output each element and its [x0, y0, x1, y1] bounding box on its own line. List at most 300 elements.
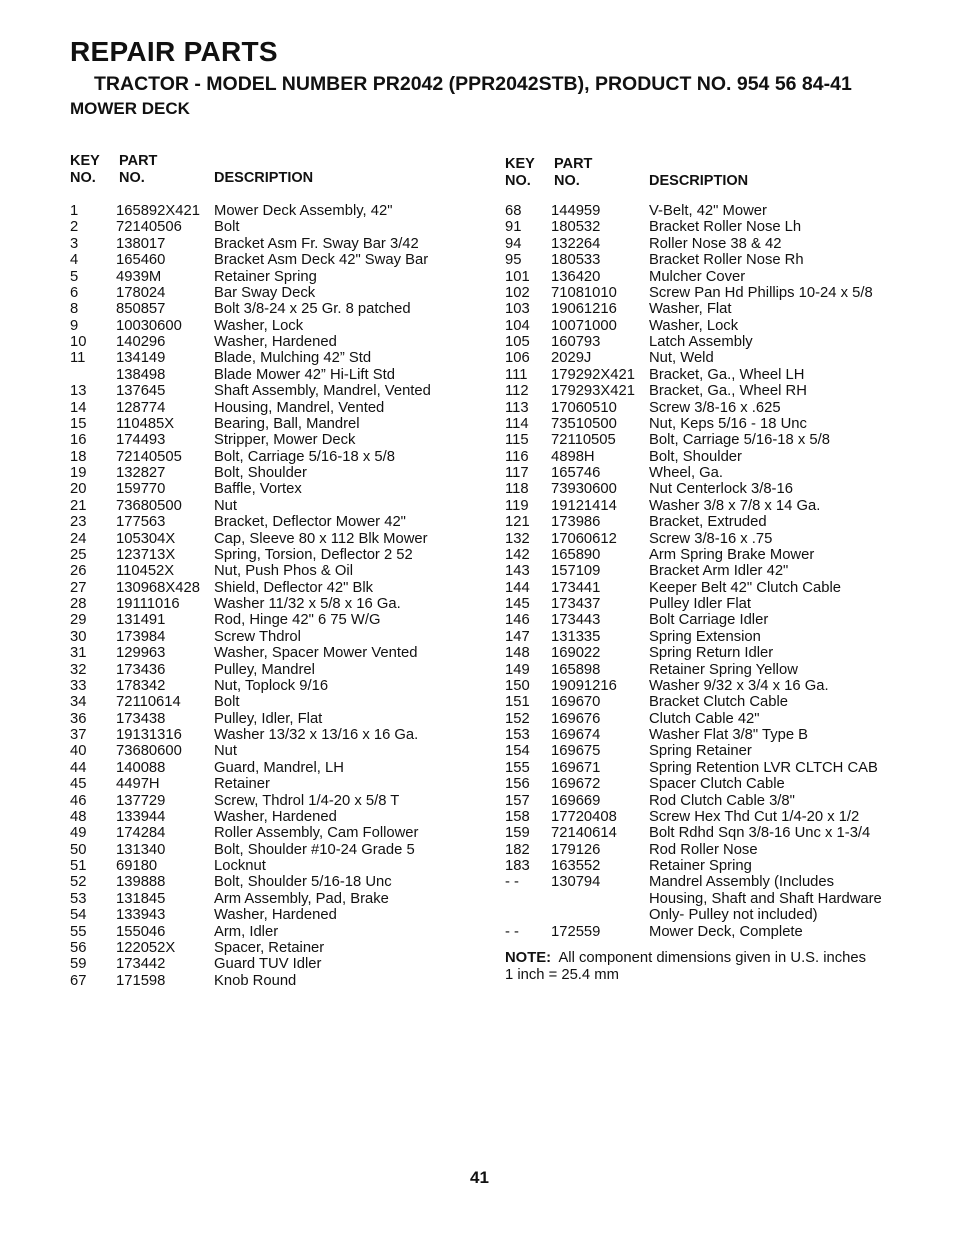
table-row: [505, 531, 925, 547]
part-no-cell: 174493: [116, 432, 166, 449]
key-no-cell: 21: [70, 497, 87, 514]
table-row: [70, 481, 480, 497]
key-no-cell: 20: [70, 481, 87, 498]
key-no-header: [505, 156, 535, 190]
table-row: [505, 793, 925, 809]
description-cell: Bolt, Carriage 5/16-18 x 5/8: [214, 448, 395, 465]
part-no-cell: 140296: [116, 334, 166, 350]
key-no-cell: 117: [505, 465, 529, 481]
description-cell: Screw 3/8-16 x .75: [649, 530, 773, 547]
part-no-cell: 178342: [116, 677, 166, 694]
table-row: [70, 956, 480, 972]
table-row: [505, 318, 925, 334]
key-no-cell: 105: [505, 334, 530, 350]
table-row: [505, 252, 925, 268]
table-row: [70, 645, 480, 661]
part-no-cell: 155046: [116, 923, 166, 940]
table-row: [70, 383, 480, 399]
table-row: [70, 809, 480, 825]
key-no-cell: 119: [505, 497, 529, 514]
part-no-cell: 4939M: [116, 268, 162, 285]
table-row: [70, 514, 480, 530]
description-cell: Spring, Torsion, Deflector 2 52: [214, 546, 413, 563]
table-row: [505, 416, 925, 432]
table-row: [505, 350, 925, 366]
table-row: [70, 825, 480, 841]
page-subtitle: TRACTOR - MODEL NUMBER PR2042 (PPR2042STB), PRODUCT NO. 954 56 84-41: [94, 73, 852, 95]
key-no-cell: 158: [505, 808, 530, 825]
table-row: [505, 612, 925, 628]
key-no-cell: 9: [70, 317, 79, 334]
description-cell: Nut, Keps 5/16 - 18 Unc: [649, 415, 807, 432]
key-no-cell: 27: [70, 579, 87, 596]
table-row: [70, 236, 480, 252]
table-row: [505, 596, 925, 612]
part-no-cell: 138498: [116, 366, 166, 383]
table-row: [70, 400, 480, 416]
part-no-cell: 110485X: [116, 415, 175, 432]
part-no-cell: 72140506: [116, 219, 182, 236]
description-cell: Retainer Spring: [214, 268, 317, 285]
description-cell: Mulcher Cover: [649, 268, 746, 285]
part-no-cell: 130794: [551, 874, 601, 891]
key-no-cell: 111: [505, 366, 528, 383]
description-cell: Bolt, Carriage 5/16-18 x 5/8: [649, 432, 830, 449]
key-no-cell: 29: [70, 612, 87, 629]
part-no-cell: 110452X: [116, 563, 175, 580]
description-cell: Retainer: [214, 776, 270, 793]
table-row: [70, 416, 480, 432]
key-no-cell: 3: [70, 235, 79, 252]
part-no-cell: 173437: [551, 596, 601, 612]
description-cell: Washer Flat 3/8" Type B: [649, 727, 809, 743]
right-parts-table: [505, 203, 925, 940]
description-cell: Nut, Toplock 9/16: [214, 677, 329, 694]
part-no-cell: 169676: [551, 710, 601, 727]
description-cell: Latch Assembly: [649, 334, 753, 350]
description-cell: Blade, Mulching 42” Std: [214, 350, 372, 367]
key-no-cell: 156: [505, 776, 530, 793]
key-header-line1: KEY: [505, 156, 535, 172]
key-no-cell: 152: [505, 710, 530, 727]
part-no-cell: 133943: [116, 907, 166, 924]
part-no-cell: 165892X421: [116, 203, 200, 219]
table-row: [70, 219, 480, 235]
part-no-cell: 173442: [116, 956, 166, 973]
description-cell: Washer 9/32 x 3/4 x 16 Ga.: [649, 677, 829, 694]
key-no-cell: 51: [70, 858, 87, 874]
part-no-cell: 131491: [116, 612, 166, 629]
description-cell: Mower Deck Assembly, 42": [214, 203, 393, 219]
description-cell: Locknut: [214, 858, 266, 874]
description-cell: Bracket Clutch Cable: [649, 694, 788, 711]
right-column-header: [505, 156, 905, 192]
key-no-cell: 106: [505, 350, 530, 367]
description-cell: Roller Assembly, Cam Follower: [214, 825, 419, 842]
key-no-cell: 16: [70, 432, 87, 449]
key-header-line2: NO.: [505, 173, 531, 189]
description-cell: Bolt, Shoulder: [214, 465, 307, 481]
page-title: REPAIR PARTS: [70, 36, 278, 67]
part-no-cell: 140088: [116, 759, 166, 776]
description-cell: Nut Centerlock 3/8-16: [649, 481, 793, 498]
part-no-cell: 165898: [551, 661, 601, 678]
part-no-cell: 17060510: [551, 399, 617, 416]
table-row: [70, 874, 480, 890]
description-cell: Washer, Flat: [649, 301, 732, 318]
table-row: [505, 645, 925, 661]
description-header: DESCRIPTION: [649, 173, 749, 189]
part-no-cell: 131845: [116, 890, 166, 907]
table-row: [505, 629, 925, 645]
description-cell: Washer, Hardened: [214, 334, 337, 350]
part-no-cell: 173986: [551, 514, 601, 531]
key-no-cell: 154: [505, 743, 530, 760]
description-cell: Bracket, Ga., Wheel RH: [649, 383, 807, 400]
description-cell: Pulley Idler Flat: [649, 596, 751, 612]
table-row: [505, 776, 925, 792]
table-row: [70, 727, 480, 743]
part-no-header: [554, 156, 592, 190]
part-no-cell: 138017: [116, 235, 166, 252]
part-no-cell: 71081010: [551, 284, 617, 301]
key-no-cell: 182: [505, 841, 530, 858]
table-row: [70, 793, 480, 809]
description-cell: Washer 3/8 x 7/8 x 14 Ga.: [649, 497, 821, 514]
description-cell: Guard TUV Idler: [214, 956, 322, 973]
table-row: [505, 301, 925, 317]
table-row: [70, 285, 480, 301]
key-no-cell: 32: [70, 661, 87, 678]
description-cell: Spacer Clutch Cable: [649, 776, 785, 793]
description-cell: Bracket Roller Nose Lh: [649, 219, 802, 236]
part-no-cell: 159770: [116, 481, 166, 498]
key-no-cell: 56: [70, 939, 87, 956]
key-no-cell: 48: [70, 808, 87, 825]
part-no-header: [119, 153, 157, 187]
key-no-cell: 26: [70, 563, 87, 580]
description-cell: Shield, Deflector 42" Blk: [214, 579, 374, 596]
part-no-cell: 19131316: [116, 727, 182, 743]
table-row: [505, 842, 925, 858]
description-cell: Washer, Hardened: [214, 907, 337, 924]
key-no-cell: 114: [505, 415, 529, 432]
key-no-cell: 18: [70, 448, 87, 465]
key-header-line1: KEY: [70, 153, 100, 169]
key-no-cell: 46: [70, 792, 87, 809]
key-no-cell: 8: [70, 301, 79, 318]
description-cell: Bracket Arm Idler 42": [649, 563, 789, 580]
description-cell: Only- Pulley not included): [649, 907, 818, 924]
part-no-cell: 72110505: [551, 432, 616, 449]
description-cell: Baffle, Vortex: [214, 481, 302, 498]
description-cell: Bolt, Shoulder #10-24 Grade 5: [214, 841, 415, 858]
key-no-cell: 15: [70, 415, 87, 432]
key-no-cell: 25: [70, 546, 87, 563]
table-row: [70, 711, 480, 727]
part-no-cell: 173438: [116, 710, 166, 727]
description-cell: Arm Spring Brake Mower: [649, 546, 815, 563]
table-row: [505, 514, 925, 530]
description-cell: Bolt, Shoulder: [649, 448, 742, 465]
part-no-cell: 165746: [551, 465, 601, 481]
description-cell: Bracket Roller Nose Rh: [649, 252, 804, 269]
part-no-cell: 169671: [551, 759, 601, 776]
table-row: [70, 973, 480, 989]
part-no-cell: 73930600: [551, 481, 617, 498]
table-row: [505, 727, 925, 743]
left-parts-table: [70, 203, 480, 989]
table-row: [70, 547, 480, 563]
part-no-cell: 180533: [551, 252, 601, 269]
description-cell: Rod Roller Nose: [649, 841, 758, 858]
table-row: [70, 432, 480, 448]
table-row: [505, 694, 925, 710]
key-header-line2: NO.: [70, 170, 96, 186]
part-no-cell: 172559: [551, 923, 601, 940]
key-no-cell: 49: [70, 825, 87, 842]
part-no-cell: 850857: [116, 301, 166, 318]
description-cell: Rod Clutch Cable 3/8": [649, 792, 795, 809]
part-no-cell: 169022: [551, 645, 601, 662]
part-no-cell: 173436: [116, 661, 166, 678]
key-no-cell: 53: [70, 890, 87, 907]
note-conversion: 1 inch = 25.4 mm: [505, 967, 619, 983]
description-cell: Bolt Carriage Idler: [649, 612, 769, 629]
part-no-cell: 128774: [116, 399, 166, 416]
table-row: [505, 924, 925, 940]
table-row: [70, 269, 480, 285]
part-no-cell: 136420: [551, 268, 601, 285]
description-cell: Cap, Sleeve 80 x 112 Blk Mower: [214, 530, 428, 547]
key-no-cell: 4: [70, 252, 79, 269]
table-row: [505, 367, 925, 383]
key-no-cell: 159: [505, 825, 530, 842]
description-cell: Clutch Cable 42": [649, 710, 760, 727]
key-no-cell: 54: [70, 907, 87, 924]
key-no-cell: 10: [70, 334, 87, 350]
table-row: [70, 563, 480, 579]
part-no-cell: 129963: [116, 645, 166, 662]
part-no-cell: 132264: [551, 235, 601, 252]
part-no-cell: 169669: [551, 792, 601, 809]
key-no-cell: 132: [505, 530, 530, 547]
key-no-cell: 95: [505, 252, 522, 269]
left-column-header: [70, 153, 470, 189]
table-row: [505, 285, 925, 301]
table-row: [505, 760, 925, 776]
table-row: [70, 318, 480, 334]
table-row: [70, 678, 480, 694]
table-row: [505, 809, 925, 825]
part-no-cell: 19061216: [551, 301, 617, 318]
key-no-cell: 1: [70, 203, 79, 219]
table-row: [70, 694, 480, 710]
description-cell: Arm, Idler: [214, 923, 279, 940]
table-row: [70, 203, 480, 219]
part-header-line1: PART: [554, 156, 593, 172]
description-cell: Washer, Hardened: [214, 808, 337, 825]
part-no-cell: 144959: [551, 203, 601, 219]
description-cell: Wheel, Ga.: [649, 465, 724, 481]
part-no-cell: 174284: [116, 825, 166, 842]
description-cell: Nut: [214, 497, 238, 514]
key-no-cell: 118: [505, 481, 529, 498]
key-no-cell: 143: [505, 563, 530, 580]
key-no-cell: 151: [505, 694, 530, 711]
part-no-cell: 4898H: [551, 448, 595, 465]
table-row: [505, 825, 925, 841]
part-no-cell: 19121414: [551, 497, 617, 514]
part-no-cell: 177563: [116, 514, 166, 531]
part-no-cell: 165460: [116, 252, 166, 269]
part-no-cell: 134149: [116, 350, 166, 367]
part-no-cell: 132827: [116, 465, 166, 481]
description-cell: Shaft Assembly, Mandrel, Vented: [214, 383, 431, 400]
part-no-cell: 169674: [551, 727, 601, 743]
table-row: [70, 252, 480, 268]
note-label: NOTE:: [505, 950, 552, 966]
key-no-cell: 103: [505, 301, 530, 318]
description-cell: Washer, Spacer Mower Vented: [214, 645, 418, 662]
part-no-cell: 72110614: [116, 694, 181, 711]
table-row: [70, 334, 480, 350]
description-cell: Roller Nose 38 & 42: [649, 235, 782, 252]
key-no-cell: 148: [505, 645, 530, 662]
key-no-cell: 55: [70, 923, 87, 940]
part-no-cell: 19091216: [551, 677, 617, 694]
key-no-cell: 13: [70, 383, 87, 400]
table-row: [505, 563, 925, 579]
part-no-cell: 133944: [116, 808, 166, 825]
description-cell: Nut, Push Phos & Oil: [214, 563, 353, 580]
description-cell: Pulley, Mandrel: [214, 661, 315, 678]
table-row: [70, 465, 480, 481]
key-no-cell: 144: [505, 579, 530, 596]
description-cell: Mower Deck, Complete: [649, 923, 803, 940]
description-cell: Screw 3/8-16 x .625: [649, 399, 781, 416]
description-cell: Washer 13/32 x 13/16 x 16 Ga.: [214, 727, 419, 743]
key-no-cell: - -: [505, 923, 519, 940]
description-cell: Screw Hex Thd Cut 1/4-20 x 1/2: [649, 808, 860, 825]
part-no-cell: 73680600: [116, 743, 182, 760]
part-no-cell: 123713X: [116, 546, 176, 563]
table-row: [505, 907, 925, 923]
key-no-cell: 6: [70, 284, 79, 301]
table-row: [505, 874, 925, 890]
table-row: [505, 383, 925, 399]
table-row: [70, 776, 480, 792]
key-no-cell: 34: [70, 694, 87, 711]
part-no-cell: 130968X428: [116, 579, 200, 596]
part-header-line2: NO.: [119, 170, 145, 186]
table-row: [505, 547, 925, 563]
description-cell: Retainer Spring Yellow: [649, 661, 798, 678]
description-cell: Bracket, Ga., Wheel LH: [649, 366, 805, 383]
part-no-cell: 171598: [116, 972, 166, 989]
description-cell: Bar Sway Deck: [214, 284, 316, 301]
key-no-cell: 104: [505, 317, 530, 334]
key-no-cell: 146: [505, 612, 530, 629]
description-cell: Spring Retainer: [649, 743, 752, 760]
table-row: [70, 580, 480, 596]
description-cell: Bracket Asm Fr. Sway Bar 3/42: [214, 235, 419, 252]
table-row: [70, 662, 480, 678]
part-no-cell: 165890: [551, 546, 601, 563]
part-no-cell: 4497H: [116, 776, 160, 793]
table-row: [70, 842, 480, 858]
key-no-cell: 153: [505, 727, 530, 743]
description-cell: Pulley, Idler, Flat: [214, 710, 323, 727]
key-no-cell: 150: [505, 677, 530, 694]
table-row: [70, 858, 480, 874]
page-number: 41: [470, 1168, 489, 1187]
key-no-cell: 19: [70, 465, 87, 481]
description-cell: Washer 11/32 x 5/8 x 16 Ga.: [214, 596, 401, 612]
description-cell: Screw, Thdrol 1/4-20 x 5/8 T: [214, 792, 400, 809]
part-header-line1: PART: [119, 153, 158, 169]
description-cell: Bracket Asm Deck 42" Sway Bar: [214, 252, 429, 269]
key-no-cell: 149: [505, 661, 530, 678]
description-cell: Spring Return Idler: [649, 645, 774, 662]
description-cell: Bolt, Shoulder 5/16-18 Unc: [214, 874, 392, 891]
description-cell: Housing, Mandrel, Vented: [214, 399, 385, 416]
table-row: [70, 629, 480, 645]
table-row: [505, 203, 925, 219]
description-cell: Bearing, Ball, Mandrel: [214, 415, 360, 432]
table-row: [505, 498, 925, 514]
table-row: [505, 269, 925, 285]
section-heading: MOWER DECK: [70, 99, 190, 118]
part-no-cell: 179126: [551, 841, 601, 858]
table-row: [505, 236, 925, 252]
part-no-cell: 72140505: [116, 448, 182, 465]
part-no-cell: 122052X: [116, 939, 176, 956]
key-no-cell: 30: [70, 628, 87, 645]
description-cell: Screw Pan Hd Phillips 10-24 x 5/8: [649, 284, 873, 301]
key-no-cell: 31: [70, 645, 87, 662]
key-no-cell: 112: [505, 383, 529, 400]
part-no-cell: 19111016: [116, 596, 180, 612]
part-no-cell: 137645: [116, 383, 166, 400]
table-row: [70, 612, 480, 628]
key-no-cell: 155: [505, 759, 530, 776]
part-no-cell: 163552: [551, 858, 601, 874]
part-no-cell: 10071000: [551, 317, 617, 334]
part-no-cell: 10030600: [116, 317, 182, 334]
part-no-cell: 169672: [551, 776, 601, 793]
note: [505, 950, 905, 984]
part-no-cell: 157109: [551, 563, 601, 580]
key-no-cell: 24: [70, 530, 87, 547]
description-cell: Nut, Weld: [649, 350, 714, 367]
table-row: [70, 596, 480, 612]
key-no-cell: 50: [70, 841, 87, 858]
table-row: [505, 432, 925, 448]
key-no-cell: 113: [505, 399, 529, 416]
table-row: [70, 367, 480, 383]
description-cell: Rod, Hinge 42" 6 75 W/G: [214, 612, 381, 629]
table-row: [70, 301, 480, 317]
part-no-cell: 173984: [116, 628, 166, 645]
key-no-cell: 91: [505, 219, 522, 236]
key-no-cell: 121: [505, 514, 530, 531]
description-cell: Arm Assembly, Pad, Brake: [214, 890, 389, 907]
table-row: [505, 481, 925, 497]
table-row: [70, 760, 480, 776]
description-cell: Bolt 3/8-24 x 25 Gr. 8 patched: [214, 301, 411, 318]
table-row: [70, 940, 480, 956]
